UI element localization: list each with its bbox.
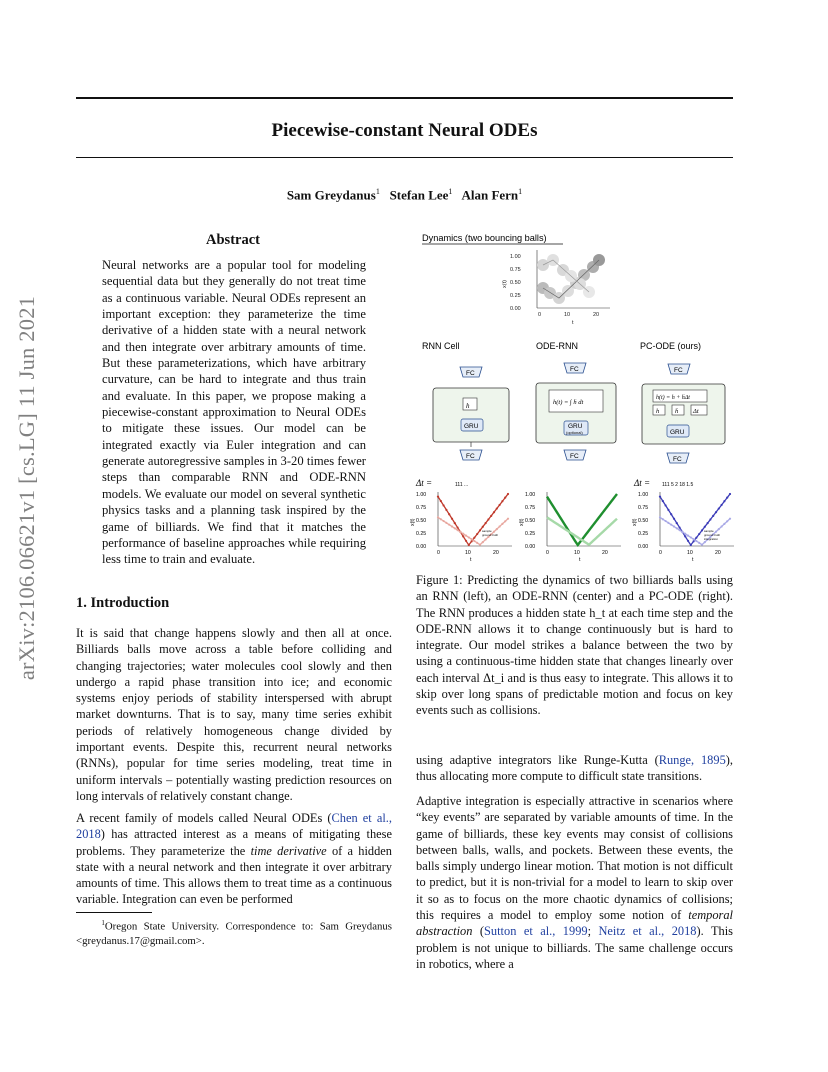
series-point	[676, 527, 678, 529]
body-paragraph: Adaptive integration is especially attractive in scenarios where “key events” are separated by variable amounts of time. In the game of billiards, these key events may consist of collisions between balls, walls, and pockets. Between these events, the balls simply undergo linear motion. That motion is not difficult to predict, but it is non-trivial for a model to learn to skip over it so as to focus on the more chaotic dynamics of collisions; this requires a model to employ some notion of temporal abstraction (Sutton et al., 1999; Neitz et al., 2018). This problem is not unique to billiards. The same challenge occurs in robotics, where a	[416, 794, 733, 971]
svg-text:h(t) = ∫ ḣ dt: h(t) = ∫ ḣ dt	[553, 399, 584, 406]
top-x-tick: 10	[564, 312, 571, 318]
x-tick-label: 20	[493, 550, 499, 556]
series-point	[667, 522, 669, 524]
series-point	[473, 537, 475, 539]
citation-link[interactable]: Runge, 1895	[658, 753, 726, 767]
series-point	[715, 511, 717, 513]
series-point	[695, 540, 697, 542]
y-tick-label: 0.50	[638, 518, 649, 524]
title-bottom-rule	[76, 157, 733, 158]
title-top-rule	[76, 97, 733, 99]
series-point	[496, 507, 498, 509]
series-point	[684, 535, 686, 537]
series-point	[707, 522, 709, 524]
series-point	[670, 524, 672, 526]
x-tick-label: 0	[546, 550, 549, 556]
series-point	[709, 518, 711, 520]
series-point	[673, 525, 675, 527]
figure-caption: Figure 1: Predicting the dynamics of two billiards balls using an RNN (left), an ODE-RNN (center) and a PC-ODE (right). The RNN produces a hidden state h_t at each time step and the ODE-RNN allows it to change continuously but is hard to integrate. Our model strikes a balance between the two by using a continuous-time hidden state that changes linearly over each interval Δt_i and is thus easy to integrate. This allows it to skip over long spans of predictable motion and focus on key events such as collisions.	[416, 573, 733, 718]
x-tick-label: 10	[465, 550, 471, 556]
series-line	[660, 517, 730, 544]
series-point	[726, 497, 728, 499]
figure-top-title: Dynamics (two bouncing balls)	[422, 233, 547, 243]
bouncing-balls-trajectory	[537, 254, 605, 304]
series-point	[718, 528, 720, 530]
series-point	[507, 518, 509, 520]
series-point	[723, 523, 725, 525]
series-point	[723, 500, 725, 502]
rnn-cell-diagram	[433, 367, 509, 460]
series-point	[443, 520, 445, 522]
series-point	[501, 500, 503, 502]
x-tick-label: 20	[602, 550, 608, 556]
series-point	[718, 507, 720, 509]
svg-text:ḣ: ḣ	[675, 408, 679, 415]
footnote: $^1$Oregon State University. Correspondence to: Sam Greydanus <greydanus.17@gmail.com>.	[76, 919, 392, 947]
series-line	[547, 517, 617, 544]
citation-link[interactable]: Sutton et al., 1999	[484, 924, 588, 939]
svg-text:GRU: GRU	[670, 429, 685, 436]
citation-link[interactable]: Chen et al., 2018	[76, 811, 392, 842]
series-point	[451, 525, 453, 527]
series-point	[499, 525, 501, 527]
x-axis-label: t	[692, 557, 694, 563]
top-y-tick: 1.00	[510, 254, 521, 260]
x-tick-label: 0	[659, 550, 662, 556]
series-point	[482, 541, 484, 543]
series-point	[712, 515, 714, 517]
legend-entry: sample	[482, 529, 492, 533]
svg-text:Δt: Δt	[693, 408, 699, 415]
panel-title-ode-rnn: ODE-RNN	[536, 341, 578, 351]
series-point	[468, 536, 470, 538]
series-point	[471, 540, 473, 542]
series-point	[659, 516, 661, 518]
series-point	[440, 518, 442, 520]
series-point	[701, 529, 703, 531]
series-point	[479, 544, 481, 546]
abstract-text: Neural networks are a popular tool for modeling sequential data but they generally do not treat time as a continuous variable. Neural ODEs represent an important exception: they parameterize the time derivative of a hidden state with a neural network and then integrate over arbitrary amounts of time. But these parameterizations, which have arbitrary curvature, can be hard to integrate and thus train and evaluate. In this paper, we propose making a piecewise-constant approximation to Neural ODEs to mitigate these issues. Our model can be integrated exactly via Euler integration and can generate autoregressive samples in 3-20 times fewer steps than comparable RNN and ODE-RNN models. We evaluate our model on several synthetic physics tasks and a planning task inspired by the game of billiards. We find that it matches the performance of baseline approaches while requiring less time to train and evaluate.	[102, 258, 366, 567]
series-point	[693, 538, 695, 540]
series-point	[454, 527, 456, 529]
series-point	[690, 536, 692, 538]
series-point	[476, 533, 478, 535]
ode-rnn-diagram	[536, 363, 616, 460]
series-point	[687, 535, 689, 537]
delta-t-values-pcode: 111 5 2 18 1.5	[662, 482, 694, 488]
series-point	[684, 533, 686, 535]
series-point	[729, 518, 731, 520]
top-y-tick: 0.50	[510, 280, 521, 286]
svg-text:FC: FC	[466, 370, 475, 377]
intro-paragraph-1: It is said that change happens slowly and then all at once. Billiards balls move across a table before colliding and changing trajectories; water molecules cool slowly and then undergo a rapid phase transition into ice; and economic systems enjoy periods of stability interspersed with abrupt market downturns. That is to say, many time series exhibit periods of relatively homogeneous change divided by important events. Despite this, recurrent neural networks (RNNs), popular for time series modeling, treat time in uniform intervals – potentially wasting prediction resources on long intervals of relatively constant change.	[76, 626, 392, 803]
top-y-tick: 0.25	[510, 293, 521, 299]
series-line	[660, 494, 730, 545]
svg-text:GRU: GRU	[464, 423, 479, 430]
top-y-tick: 0.00	[510, 306, 521, 312]
series-point	[673, 518, 675, 520]
series-point	[679, 529, 681, 531]
series-point	[704, 541, 706, 543]
series-point	[698, 533, 700, 535]
y-tick-label: 0.75	[416, 505, 427, 511]
series-point	[468, 544, 470, 546]
y-tick-label: 0.25	[638, 531, 649, 537]
panel-title-pc-ode: PC-ODE (ours)	[640, 341, 702, 351]
y-tick-label: 0.75	[638, 505, 649, 511]
series-point	[471, 538, 473, 540]
series-point	[485, 522, 487, 524]
series-point	[482, 526, 484, 528]
y-tick-label: 0.00	[416, 544, 427, 550]
x-tick-label: 10	[687, 550, 693, 556]
series-point	[662, 500, 664, 502]
arxiv-stamp: arXiv:2106.06621v1 [cs.LG] 11 Jun 2021	[14, 295, 39, 681]
footnote-rule	[76, 912, 152, 913]
top-y-tick: 0.75	[510, 267, 521, 273]
author-name: Sam Greydanus	[286, 187, 376, 203]
series-point	[679, 526, 681, 528]
series-point	[445, 522, 447, 524]
x-axis-label: t	[470, 557, 472, 563]
series-point	[499, 504, 501, 506]
paper-title: Piecewise-constant Neural ODEs	[271, 120, 538, 141]
y-tick-label: 1.00	[416, 492, 427, 498]
y-tick-label: 0.00	[525, 544, 536, 550]
intro-paragraph-2: A recent family of models called Neural ODEs (Chen et al., 2018) has attracted interest as a means of mitigating these problems. They parameterize the time derivative of a hidden state with a neural network and then integrate it over arbitrary amounts of time. This allows them to treat time as a continuous variable. Integration can even be performed	[76, 811, 392, 907]
citation-link[interactable]: Neitz et al., 2018	[598, 924, 697, 939]
x-tick-label: 10	[574, 550, 580, 556]
series-point	[504, 520, 506, 522]
series-point	[662, 518, 664, 520]
series-point	[501, 523, 503, 525]
legend-entry: ground truth	[482, 533, 499, 537]
svg-text:GRU: GRU	[568, 423, 583, 430]
series-line	[547, 494, 617, 545]
series-point	[443, 504, 445, 506]
series-point	[440, 500, 442, 502]
series-point	[437, 516, 439, 518]
series-point	[665, 504, 667, 506]
svg-text:FC: FC	[570, 453, 579, 460]
delta-t-values-rnn: 111 ...	[455, 482, 469, 488]
top-y-label: x(t)	[502, 280, 508, 288]
svg-text:FC: FC	[674, 367, 683, 374]
svg-text:(optional): (optional)	[566, 430, 583, 435]
series-point	[465, 540, 467, 542]
y-tick-label: 0.25	[525, 531, 536, 537]
svg-text:FC: FC	[466, 453, 475, 460]
figure-1	[410, 228, 740, 563]
svg-text:FC: FC	[570, 366, 579, 373]
series-point	[493, 511, 495, 513]
series-point	[504, 497, 506, 499]
series-line	[438, 494, 508, 545]
svg-text:h: h	[656, 408, 660, 415]
series-point	[496, 528, 498, 530]
series-point	[448, 524, 450, 526]
y-tick-label: 0.50	[416, 518, 427, 524]
series-point	[721, 525, 723, 527]
series-point	[726, 520, 728, 522]
series-point	[676, 522, 678, 524]
series-point	[437, 496, 439, 498]
series-point	[459, 531, 461, 533]
series-point	[454, 522, 456, 524]
trajectory-plot-2	[632, 492, 734, 563]
series-point	[479, 529, 481, 531]
y-axis-label: x(t)	[519, 518, 525, 526]
series-point	[687, 540, 689, 542]
y-tick-label: 0.75	[525, 505, 536, 511]
abstract-heading: Abstract	[206, 232, 260, 248]
series-point	[665, 520, 667, 522]
top-x-tick: 0	[538, 312, 542, 318]
y-axis-label: x(t)	[632, 518, 638, 526]
y-tick-label: 0.00	[638, 544, 649, 550]
series-line	[438, 517, 508, 544]
series-point	[448, 513, 450, 515]
series-point	[490, 515, 492, 517]
series-point	[457, 529, 459, 531]
delta-t-label: Δt =	[634, 478, 651, 488]
series-point	[695, 537, 697, 539]
author-name: Alan Fern	[461, 187, 519, 203]
y-tick-label: 1.00	[638, 492, 649, 498]
y-axis-label: x(t)	[410, 518, 416, 526]
trajectory-plot-0	[410, 492, 512, 563]
series-point	[667, 509, 669, 511]
top-x-tick: 20	[593, 312, 600, 318]
series-point	[729, 493, 731, 495]
y-tick-label: 1.00	[525, 492, 536, 498]
series-point	[693, 540, 695, 542]
section-heading-introduction: 1. Introduction	[76, 595, 170, 611]
x-tick-label: 0	[437, 550, 440, 556]
series-point	[698, 542, 700, 544]
series-point	[721, 504, 723, 506]
series-point	[485, 538, 487, 540]
series-point	[457, 526, 459, 528]
legend-entry: ground truth	[704, 533, 721, 537]
series-point	[462, 535, 464, 537]
series-point	[451, 518, 453, 520]
panel-title-rnn: RNN Cell	[422, 341, 460, 351]
x-axis-label: t	[579, 557, 581, 563]
svg-text:h: h	[466, 402, 470, 410]
delta-t-label: Δt =	[416, 478, 433, 488]
author-list: Sam Greydanus$^1$ Stefan Lee$^1$ Alan Fern$^1$	[286, 187, 523, 203]
svg-text:h(t) = h + ḣΔt: h(t) = h + ḣΔt	[656, 395, 690, 401]
y-tick-label: 0.50	[525, 518, 536, 524]
legend-entry: integration	[704, 537, 719, 541]
pc-ode-diagram	[642, 364, 725, 463]
legend-entry: sample	[704, 529, 714, 533]
series-point	[701, 544, 703, 546]
series-point	[681, 531, 683, 533]
author-name: Stefan Lee	[389, 187, 449, 203]
series-point	[476, 542, 478, 544]
body-paragraph: using adaptive integrators like Runge-Kutta (Runge, 1895), thus allocating more compute to difficult state transitions.	[416, 753, 734, 784]
series-point	[445, 509, 447, 511]
series-point	[473, 540, 475, 542]
top-x-label: t	[572, 320, 574, 326]
series-point	[507, 493, 509, 495]
series-point	[465, 535, 467, 537]
series-point	[704, 526, 706, 528]
series-point	[462, 533, 464, 535]
series-point	[487, 518, 489, 520]
y-tick-label: 0.25	[416, 531, 427, 537]
trajectory-plot-1	[519, 492, 621, 563]
series-point	[670, 513, 672, 515]
series-point	[659, 496, 661, 498]
svg-text:FC: FC	[673, 456, 682, 463]
series-point	[690, 544, 692, 546]
x-tick-label: 20	[715, 550, 721, 556]
